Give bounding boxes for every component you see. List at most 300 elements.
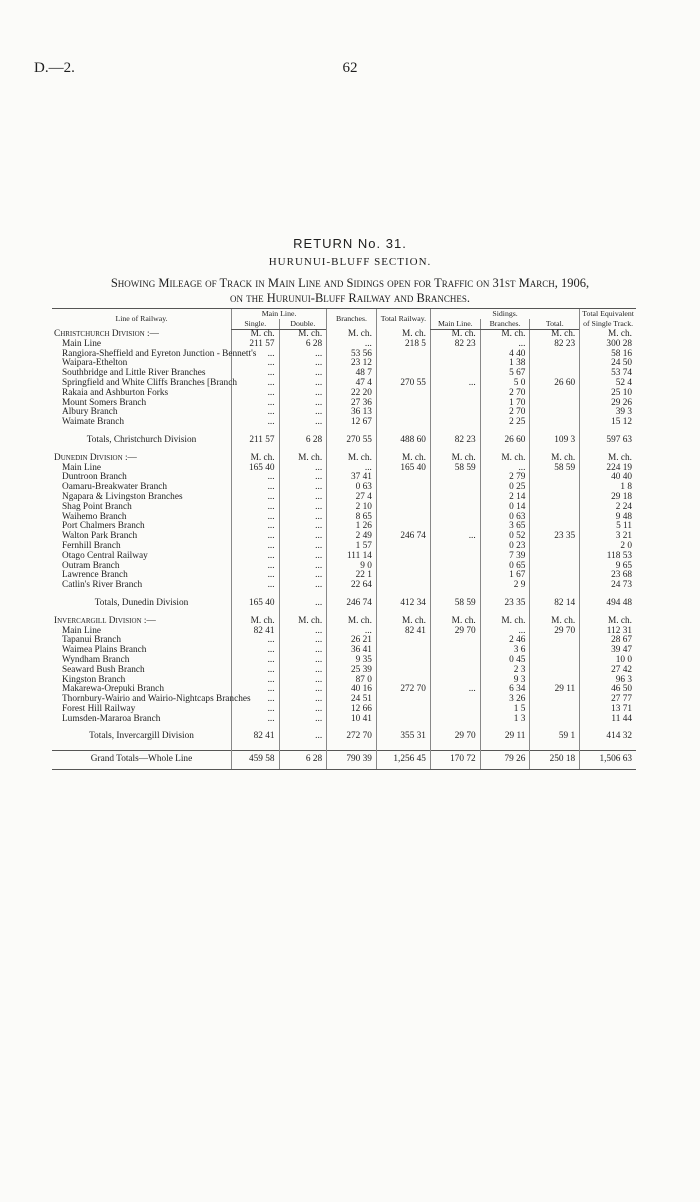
value-sid-main: [430, 350, 480, 360]
value-double: ...: [279, 522, 327, 532]
value-branches: 36 13: [327, 408, 377, 418]
value-total-railway: [376, 636, 430, 646]
line-name: Rangiora-Sheffield and Eyreton Junction - Bennett's: [62, 348, 257, 359]
document-reference: D.—2.: [34, 60, 75, 76]
value-double: ...: [279, 627, 327, 637]
value-sid-main: [430, 656, 480, 666]
value-single: ...: [232, 656, 280, 666]
value-total-railway: [376, 473, 430, 483]
table-row: [52, 503, 636, 513]
value-sid-main: ...: [430, 532, 480, 542]
value-double: ...: [279, 464, 327, 474]
line-name: Mount Somers Branch: [62, 397, 147, 408]
value-double: ...: [279, 513, 327, 523]
value-sid-branches: 2 25: [480, 418, 530, 428]
value-sid-branches: 6 34: [480, 685, 530, 695]
value-sid-main: 29 70: [430, 627, 480, 637]
line-name: Grand Totals—Whole Line: [52, 751, 232, 770]
value-total-railway: [376, 646, 430, 656]
value-single: ...: [232, 408, 280, 418]
value-single: 82 41: [232, 627, 280, 637]
value-total-railway: [376, 418, 430, 428]
line-name: Thornbury-Wairio and Wairio-Nightcaps Branches: [62, 694, 251, 705]
unit-label: M. ch.: [376, 454, 430, 464]
value-sid-main: [430, 636, 480, 646]
value-total-railway: [376, 503, 430, 513]
value-double: ...: [279, 359, 327, 369]
value-sid-main: [430, 359, 480, 369]
value-equiv: 10 0: [580, 656, 636, 666]
value-branches: 10 41: [327, 715, 377, 725]
line-name: Waihemo Branch: [62, 511, 127, 522]
unit-label: M. ch.: [530, 454, 580, 464]
subtitle: [26, 276, 674, 306]
value-sid-total: 29 11: [530, 685, 580, 695]
value-equiv: 53 74: [580, 369, 636, 379]
value-equiv: 24 73: [580, 581, 636, 591]
value-total-railway: 1,256 45: [376, 751, 430, 770]
value-total-railway: 82 41: [376, 627, 430, 637]
value-sid-total: [530, 552, 580, 562]
value-single: 82 41: [232, 724, 280, 750]
line-name: Makarewa-Orepuki Branch: [62, 684, 164, 695]
value-sid-branches: ...: [480, 627, 530, 637]
line-name: Ngapara & Livingston Branches: [62, 491, 183, 502]
line-name: Main Line: [62, 462, 101, 473]
value-total-railway: [376, 581, 430, 591]
value-sid-main: [430, 646, 480, 656]
value-double: ...: [279, 571, 327, 581]
value-sid-total: [530, 483, 580, 493]
value-sid-total: [530, 542, 580, 552]
value-equiv: 1 8: [580, 483, 636, 493]
value-sid-total: 250 18: [530, 751, 580, 770]
line-name: Rakaia and Ashburton Forks: [62, 387, 169, 398]
value-branches: 9 35: [327, 656, 377, 666]
col-sidings-main-line: Main Line.: [430, 319, 480, 330]
col-total-railway: Total Railway.: [376, 309, 430, 330]
col-main-line: Main Line.: [232, 309, 327, 320]
line-name: Totals, Dunedin Division: [94, 597, 189, 608]
value-single: ...: [232, 676, 280, 686]
unit-label: M. ch.: [327, 330, 377, 340]
value-equiv: 2 24: [580, 503, 636, 513]
value-double: ...: [279, 705, 327, 715]
value-double: ...: [279, 408, 327, 418]
value-sid-branches: 2 70: [480, 389, 530, 399]
value-total-railway: [376, 408, 430, 418]
value-total-railway: [376, 552, 430, 562]
unit-label: M. ch.: [580, 454, 636, 464]
section-title: HURUNUI-BLUFF SECTION.: [268, 256, 432, 268]
unit-label: M. ch.: [580, 330, 636, 340]
table-row: [52, 532, 636, 542]
value-single: ...: [232, 636, 280, 646]
unit-label: M. ch.: [580, 617, 636, 627]
value-sid-main: [430, 418, 480, 428]
value-single: ...: [232, 685, 280, 695]
value-total-railway: [376, 715, 430, 725]
value-branches: 0 63: [327, 483, 377, 493]
value-single: ...: [232, 715, 280, 725]
value-sid-branches: 2 79: [480, 473, 530, 483]
line-name: Fernhill Branch: [62, 540, 121, 551]
value-total-railway: [376, 493, 430, 503]
unit-label: M. ch.: [480, 454, 530, 464]
value-branches: 24 51: [327, 695, 377, 705]
value-equiv: 9 48: [580, 513, 636, 523]
value-total-railway: 488 60: [376, 428, 430, 454]
value-total-railway: [376, 542, 430, 552]
line-name: Tapanui Branch: [62, 635, 121, 646]
subtitle-line-1: Showing Mileage of Track in Main Line and Sidings open for Traffic on 31st March, 1906,: [110, 276, 590, 290]
value-branches: 111 14: [327, 552, 377, 562]
value-equiv: 29 26: [580, 399, 636, 409]
value-total-railway: 270 55: [376, 379, 430, 389]
table-row: [52, 581, 636, 591]
value-sid-main: [430, 571, 480, 581]
value-double: ...: [279, 552, 327, 562]
line-name: Otago Central Railway: [62, 550, 148, 561]
value-branches: 2 49: [327, 532, 377, 542]
unit-label: M. ch.: [480, 330, 530, 340]
value-sid-branches: 0 25: [480, 483, 530, 493]
table-row: [52, 408, 636, 418]
value-single: ...: [232, 542, 280, 552]
value-sid-branches: 26 60: [480, 428, 530, 454]
value-equiv: 27 77: [580, 695, 636, 705]
value-single: ...: [232, 581, 280, 591]
table-row: [52, 695, 636, 705]
value-sid-main: [430, 562, 480, 572]
value-sid-branches: 1 3: [480, 715, 530, 725]
value-sid-total: [530, 359, 580, 369]
value-double: ...: [279, 503, 327, 513]
value-branches: 37 41: [327, 473, 377, 483]
value-sid-main: ...: [430, 685, 480, 695]
value-equiv: 40 40: [580, 473, 636, 483]
value-equiv: 9 65: [580, 562, 636, 572]
value-branches: 40 16: [327, 685, 377, 695]
value-sid-total: [530, 473, 580, 483]
value-single: ...: [232, 571, 280, 581]
value-sid-total: 82 14: [530, 591, 580, 617]
division-total-row: [52, 724, 636, 750]
value-equiv: 39 3: [580, 408, 636, 418]
unit-label: M. ch.: [327, 454, 377, 464]
col-sidings: Sidings.: [430, 309, 579, 320]
value-branches: ...: [327, 340, 377, 350]
value-sid-main: [430, 581, 480, 591]
value-sid-main: [430, 666, 480, 676]
value-sid-main: 82 23: [430, 428, 480, 454]
line-name: Port Chalmers Branch: [62, 521, 145, 532]
line-name: Waimea Plains Branch: [62, 645, 147, 656]
value-double: ...: [279, 562, 327, 572]
unit-label: M. ch.: [279, 330, 327, 340]
value-double: ...: [279, 369, 327, 379]
value-single: ...: [232, 532, 280, 542]
page-number: 62: [342, 60, 358, 76]
line-name: Outram Branch: [62, 560, 120, 571]
value-double: ...: [279, 493, 327, 503]
value-equiv: 39 47: [580, 646, 636, 656]
value-single: ...: [232, 503, 280, 513]
value-sid-main: ...: [430, 379, 480, 389]
table-body: [52, 330, 636, 770]
unit-label: M. ch.: [232, 330, 280, 340]
value-sid-total: 59 1: [530, 724, 580, 750]
value-single: 165 40: [232, 464, 280, 474]
value-sid-branches: 1 38: [480, 359, 530, 369]
value-sid-main: 58 59: [430, 591, 480, 617]
unit-label: M. ch.: [430, 330, 480, 340]
value-sid-total: [530, 513, 580, 523]
value-sid-branches: 2 70: [480, 408, 530, 418]
division-heading-row: [52, 330, 636, 340]
value-double: ...: [279, 532, 327, 542]
col-line-of-railway: Line of Railway.: [52, 309, 232, 330]
value-equiv: 58 16: [580, 350, 636, 360]
unit-label: M. ch.: [480, 617, 530, 627]
value-branches: 23 12: [327, 359, 377, 369]
value-equiv: 11 44: [580, 715, 636, 725]
line-name: Walton Park Branch: [62, 531, 138, 542]
line-name: Kingston Branch: [62, 674, 126, 685]
line-name: Lumsden-Mararoa Branch: [62, 713, 161, 724]
value-branches: 27 36: [327, 399, 377, 409]
value-sid-branches: 3 65: [480, 522, 530, 532]
table-row: [52, 715, 636, 725]
value-branches: 48 7: [327, 369, 377, 379]
value-double: ...: [279, 542, 327, 552]
value-sid-total: 23 35: [530, 532, 580, 542]
value-sid-total: 26 60: [530, 379, 580, 389]
value-double: ...: [279, 418, 327, 428]
value-single: 211 57: [232, 340, 280, 350]
line-name: Southbridge and Little River Branches: [62, 368, 206, 379]
value-double: ...: [279, 636, 327, 646]
line-name: Waimate Branch: [62, 417, 124, 428]
value-total-railway: [376, 359, 430, 369]
value-single: ...: [232, 379, 280, 389]
value-sid-main: [430, 715, 480, 725]
value-double: ...: [279, 724, 327, 750]
value-equiv: 118 53: [580, 552, 636, 562]
value-sid-total: 58 59: [530, 464, 580, 474]
value-single: ...: [232, 705, 280, 715]
value-sid-main: 82 23: [430, 340, 480, 350]
line-name: Wyndham Branch: [62, 654, 130, 665]
value-total-railway: [376, 571, 430, 581]
value-branches: 2 10: [327, 503, 377, 513]
value-branches: 270 55: [327, 428, 377, 454]
value-double: ...: [279, 666, 327, 676]
value-single: ...: [232, 695, 280, 705]
value-equiv: 5 11: [580, 522, 636, 532]
value-total-railway: 272 70: [376, 685, 430, 695]
division-total-row: [52, 591, 636, 617]
value-equiv: 27 42: [580, 666, 636, 676]
value-sid-total: [530, 399, 580, 409]
value-equiv: 46 50: [580, 685, 636, 695]
value-sid-total: 29 70: [530, 627, 580, 637]
table-row: [52, 522, 636, 532]
value-total-railway: [376, 695, 430, 705]
value-branches: 47 4: [327, 379, 377, 389]
value-branches: 22 64: [327, 581, 377, 591]
value-double: ...: [279, 350, 327, 360]
col-equivalent: Total Equivalent of Single Track.: [580, 309, 636, 330]
value-sid-main: [430, 389, 480, 399]
value-single: ...: [232, 389, 280, 399]
value-sid-total: [530, 350, 580, 360]
value-sid-main: [430, 705, 480, 715]
value-branches: 1 57: [327, 542, 377, 552]
value-sid-total: [530, 493, 580, 503]
value-branches: 1 26: [327, 522, 377, 532]
value-branches: 12 66: [327, 705, 377, 715]
line-name: Catlin's River Branch: [62, 580, 143, 591]
value-sid-branches: 1 67: [480, 571, 530, 581]
value-branches: 26 21: [327, 636, 377, 646]
value-sid-branches: 1 70: [480, 399, 530, 409]
value-total-railway: 355 31: [376, 724, 430, 750]
value-total-railway: [376, 483, 430, 493]
value-sid-main: [430, 513, 480, 523]
value-sid-branches: 5 0: [480, 379, 530, 389]
value-sid-main: [430, 542, 480, 552]
value-single: 459 58: [232, 751, 280, 770]
value-single: 165 40: [232, 591, 280, 617]
value-branches: ...: [327, 464, 377, 474]
value-equiv: 414 32: [580, 724, 636, 750]
line-name: Lawrence Branch: [62, 570, 128, 581]
value-double: ...: [279, 646, 327, 656]
value-total-railway: [376, 666, 430, 676]
line-name: Albury Branch: [62, 407, 118, 418]
value-sid-main: [430, 493, 480, 503]
value-sid-main: [430, 503, 480, 513]
mileage-table: [52, 308, 636, 770]
value-single: ...: [232, 646, 280, 656]
value-sid-total: [530, 646, 580, 656]
value-sid-total: [530, 636, 580, 646]
value-single: ...: [232, 350, 280, 360]
value-double: ...: [279, 399, 327, 409]
value-double: ...: [279, 685, 327, 695]
value-branches: 27 4: [327, 493, 377, 503]
value-sid-branches: 0 23: [480, 542, 530, 552]
value-sid-branches: 9 3: [480, 676, 530, 686]
table-row: [52, 627, 636, 637]
value-sid-total: [530, 571, 580, 581]
unit-label: M. ch.: [327, 617, 377, 627]
table-row: [52, 666, 636, 676]
value-total-railway: [376, 389, 430, 399]
value-equiv: 23 68: [580, 571, 636, 581]
table-row: [52, 350, 636, 360]
value-sid-total: [530, 656, 580, 666]
value-total-railway: [376, 562, 430, 572]
value-sid-branches: 0 45: [480, 656, 530, 666]
value-sid-main: [430, 483, 480, 493]
value-branches: 36 41: [327, 646, 377, 656]
value-sid-branches: 0 63: [480, 513, 530, 523]
value-total-railway: [376, 705, 430, 715]
value-sid-branches: 23 35: [480, 591, 530, 617]
value-total-railway: [376, 350, 430, 360]
value-sid-total: [530, 389, 580, 399]
value-sid-main: [430, 695, 480, 705]
value-double: ...: [279, 591, 327, 617]
value-branches: 8 65: [327, 513, 377, 523]
value-double: ...: [279, 379, 327, 389]
value-branches: 12 67: [327, 418, 377, 428]
value-sid-branches: 3 26: [480, 695, 530, 705]
col-double: Double.: [279, 319, 327, 330]
value-equiv: 24 50: [580, 359, 636, 369]
unit-label: M. ch.: [232, 617, 280, 627]
subtitle-line-2: on the Hurunui-Bluff Railway and Branches.: [230, 291, 470, 305]
line-name: Springfield and White Cliffs Branches [Branch: [62, 377, 237, 388]
line-name: Duntroon Branch: [62, 472, 127, 483]
value-single: ...: [232, 493, 280, 503]
value-total-railway: [376, 399, 430, 409]
value-equiv: 597 63: [580, 428, 636, 454]
value-sid-total: [530, 695, 580, 705]
line-name: Totals, Invercargill Division: [89, 731, 194, 742]
table-row: [52, 646, 636, 656]
unit-label: M. ch.: [232, 454, 280, 464]
value-double: ...: [279, 581, 327, 591]
unit-label: M. ch.: [430, 617, 480, 627]
value-sid-branches: 2 9: [480, 581, 530, 591]
unit-label: M. ch.: [530, 617, 580, 627]
value-sid-branches: 0 14: [480, 503, 530, 513]
division-heading-row: [52, 617, 636, 627]
value-total-railway: 246 74: [376, 532, 430, 542]
value-sid-total: [530, 408, 580, 418]
value-sid-branches: 0 65: [480, 562, 530, 572]
line-name: Seaward Bush Branch: [62, 664, 145, 675]
line-name: Main Line: [62, 338, 101, 349]
value-equiv: 15 12: [580, 418, 636, 428]
line-name: Forest Hill Railway: [62, 703, 136, 714]
value-branches: ...: [327, 627, 377, 637]
value-sid-branches: ...: [480, 464, 530, 474]
value-sid-main: [430, 552, 480, 562]
value-single: ...: [232, 522, 280, 532]
value-double: ...: [279, 389, 327, 399]
value-double: 6 28: [279, 428, 327, 454]
col-sidings-total: Total.: [530, 319, 580, 330]
value-sid-branches: 0 52: [480, 532, 530, 542]
value-sid-main: 170 72: [430, 751, 480, 770]
value-sid-branches: 3 6: [480, 646, 530, 656]
value-equiv: 1,506 63: [580, 751, 636, 770]
value-equiv: 2 0: [580, 542, 636, 552]
value-double: ...: [279, 473, 327, 483]
value-sid-branches: 2 3: [480, 666, 530, 676]
value-single: 211 57: [232, 428, 280, 454]
value-equiv: 13 71: [580, 705, 636, 715]
value-branches: 87 0: [327, 676, 377, 686]
value-sid-branches: 29 11: [480, 724, 530, 750]
table-row: [52, 464, 636, 474]
value-total-railway: [376, 656, 430, 666]
division-total-row: [52, 428, 636, 454]
